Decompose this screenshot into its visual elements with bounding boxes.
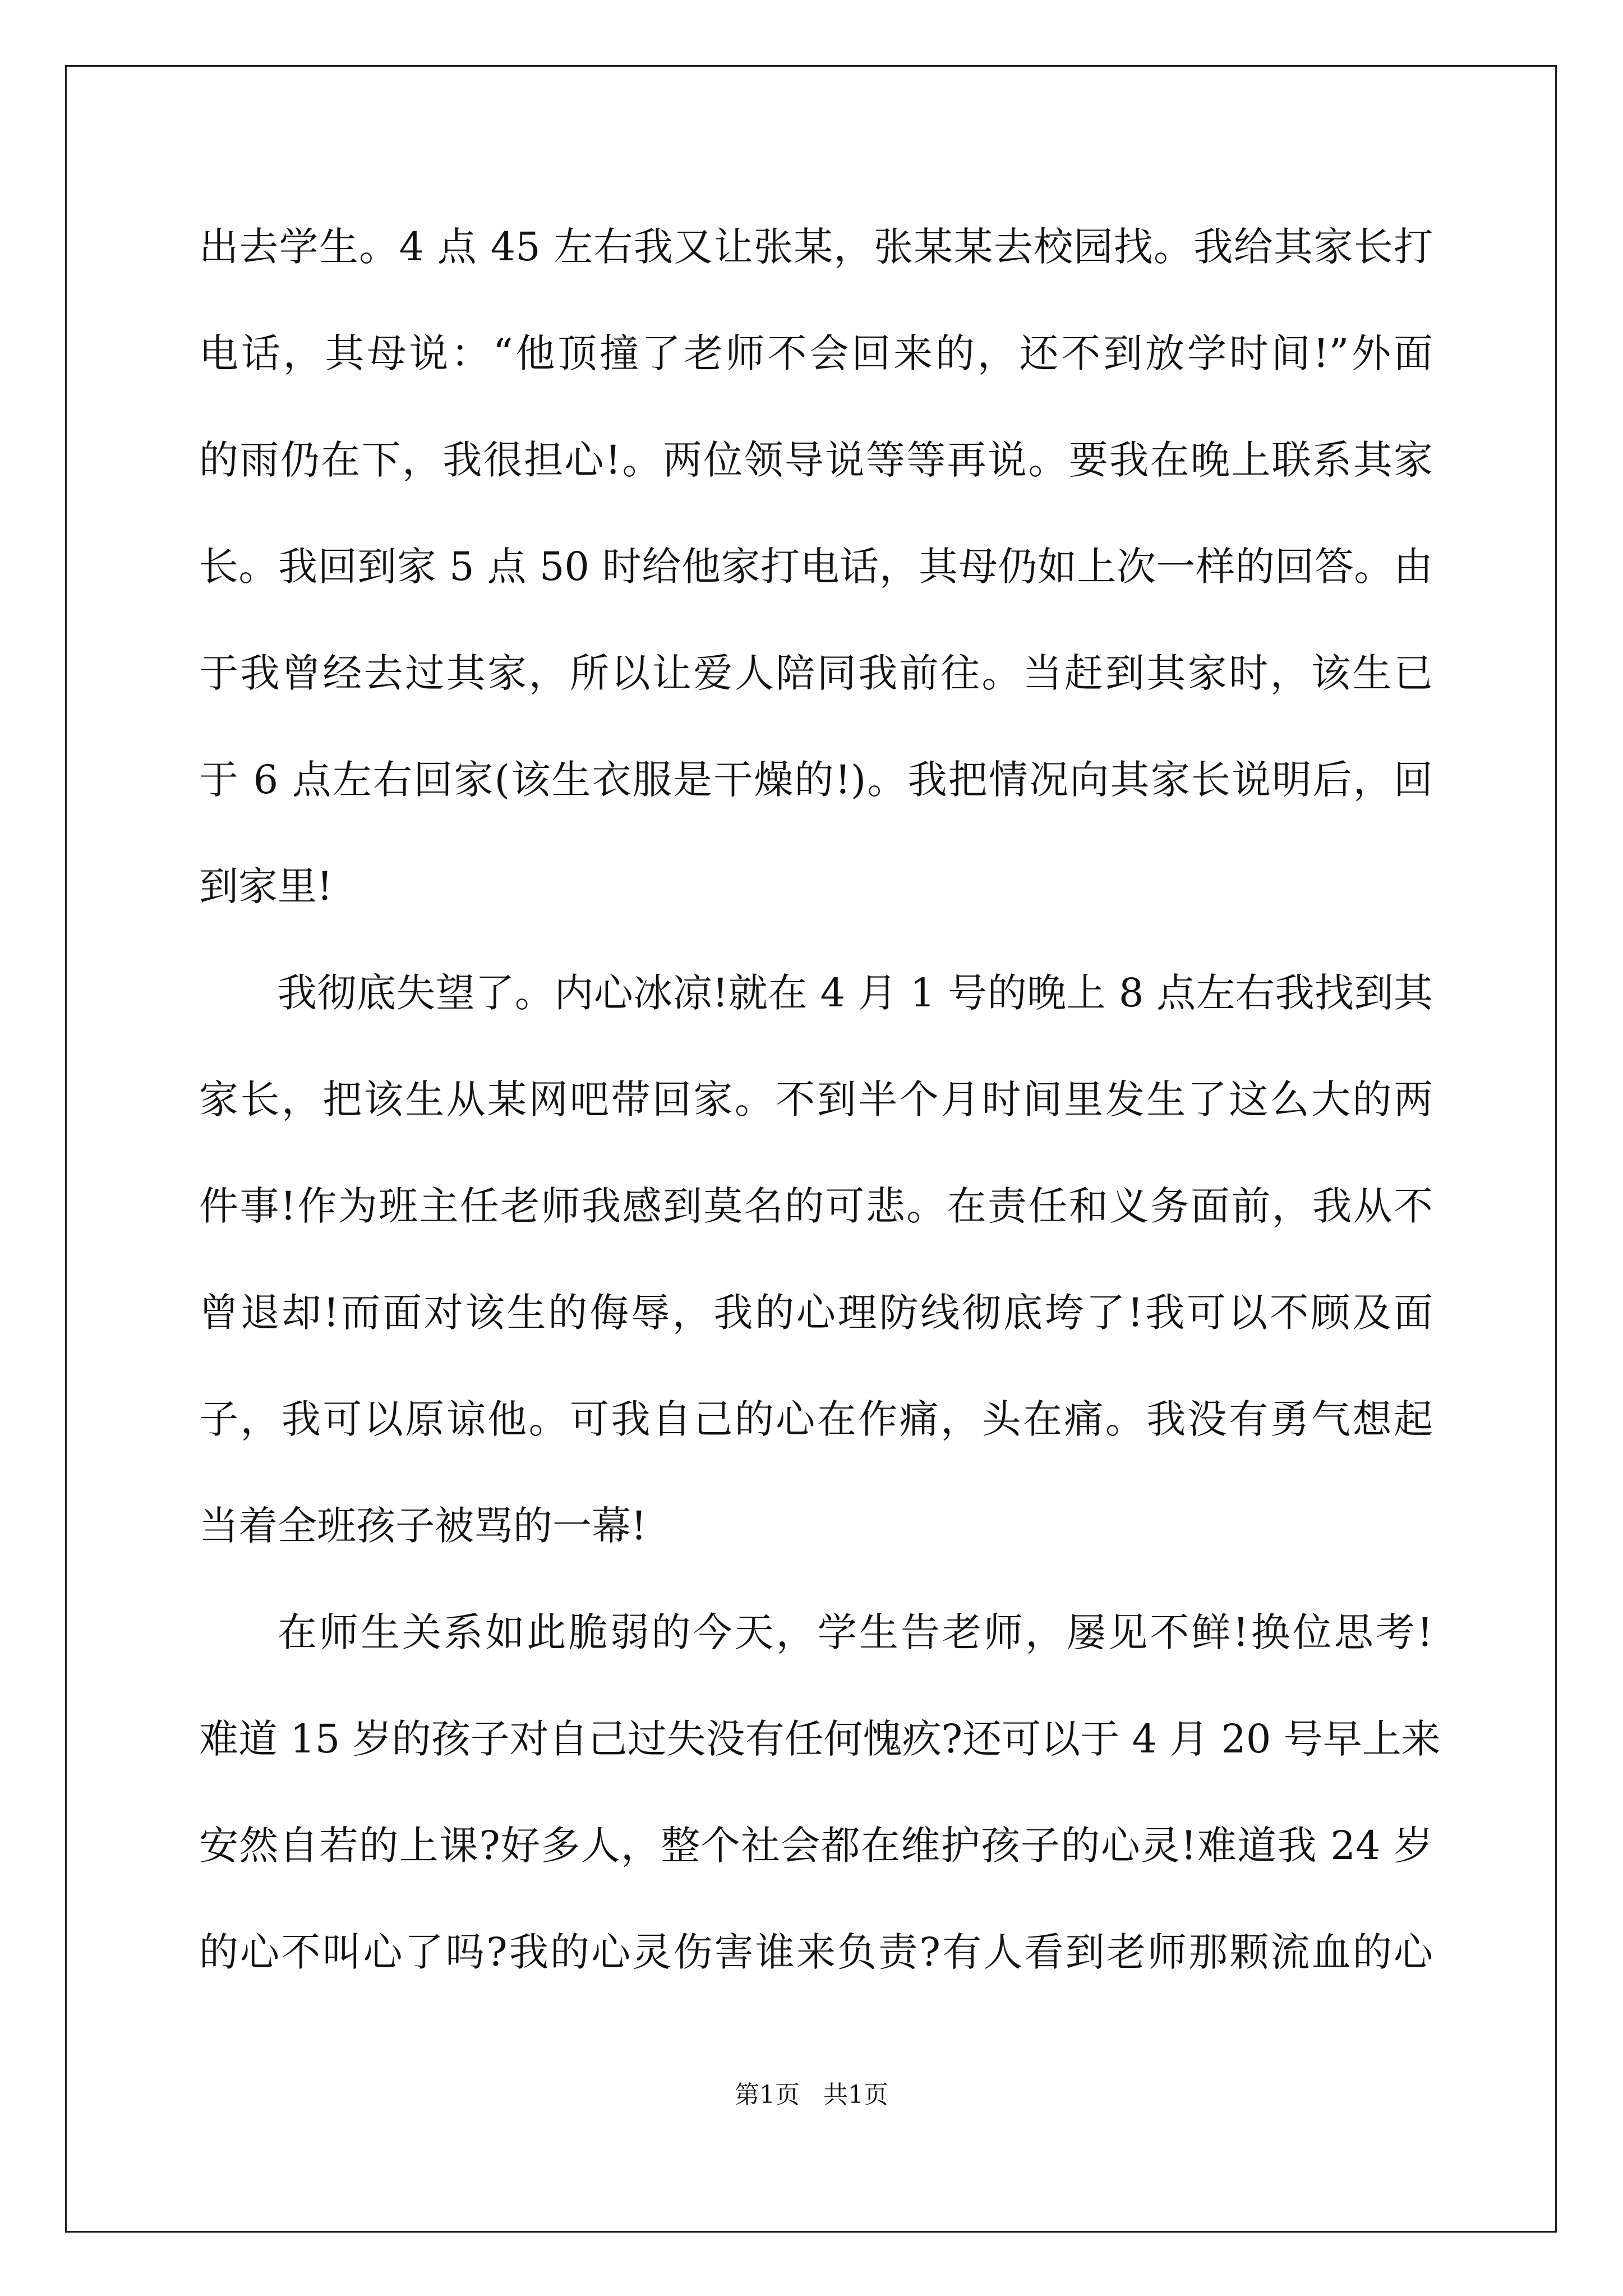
text-line: 家长，把该生从某网吧带回家。不到半个月时间里发生了这么大的两: [199, 1076, 1433, 1122]
text-line: 难道 15 岁的孩子对自己过失没有任何愧疚?还可以于 4 月 20 号早上来: [199, 1716, 1441, 1762]
text-line: 在师生关系如此脆弱的今天，学生告老师，屡见不鲜!换位思考!: [278, 1609, 1433, 1655]
text-line: 长。我回到家 5 点 50 时给他家打电话，其母仍如上次一样的回答。由: [199, 544, 1433, 590]
text-line: 的雨仍在下，我很担心!。两位领导说等等再说。要我在晚上联系其家: [199, 437, 1433, 483]
text-line: 子，我可以原谅他。可我自己的心在作痛，头在痛。我没有勇气想起: [199, 1396, 1433, 1442]
text-line: 于我曾经去过其家，所以让爱人陪同我前往。当赶到其家时，该生已: [199, 650, 1433, 696]
page-number-total: 共1页: [823, 2081, 888, 2109]
text-line: 当着全班孩子被骂的一幕!: [199, 1503, 647, 1549]
text-line: 的心不叫心了吗?我的心灵伤害谁来负责?有人看到老师那颗流血的心: [199, 1929, 1433, 1975]
page-footer: [0, 2078, 1623, 2112]
page-number-current: 第1页: [735, 2081, 800, 2109]
text-line: 件事!作为班主任老师我感到莫名的可悲。在责任和义务面前，我从不: [199, 1183, 1433, 1229]
text-line: 我彻底失望了。内心冰凉!就在 4 月 1 号的晚上 8 点左右我找到其: [278, 970, 1433, 1016]
text-line: 安然自若的上课?好多人，整个社会都在维护孩子的心灵!难道我 24 岁: [199, 1823, 1433, 1869]
text-line: 电话，其母说：“他顶撞了老师不会回来的，还不到放学时间!”外面: [199, 330, 1433, 376]
text-line: 出去学生。4 点 45 左右我又让张某，张某某去校园找。我给其家长打: [199, 224, 1433, 270]
text-line: 于 6 点左右回家(该生衣服是干燥的!)。我把情况向其家长说明后，回: [199, 757, 1433, 803]
text-line: 曾退却!而面对该生的侮辱，我的心理防线彻底垮了!我可以不顾及面: [199, 1290, 1433, 1336]
document-body: [199, 216, 1441, 2028]
text-line: 到家里!: [199, 863, 333, 909]
